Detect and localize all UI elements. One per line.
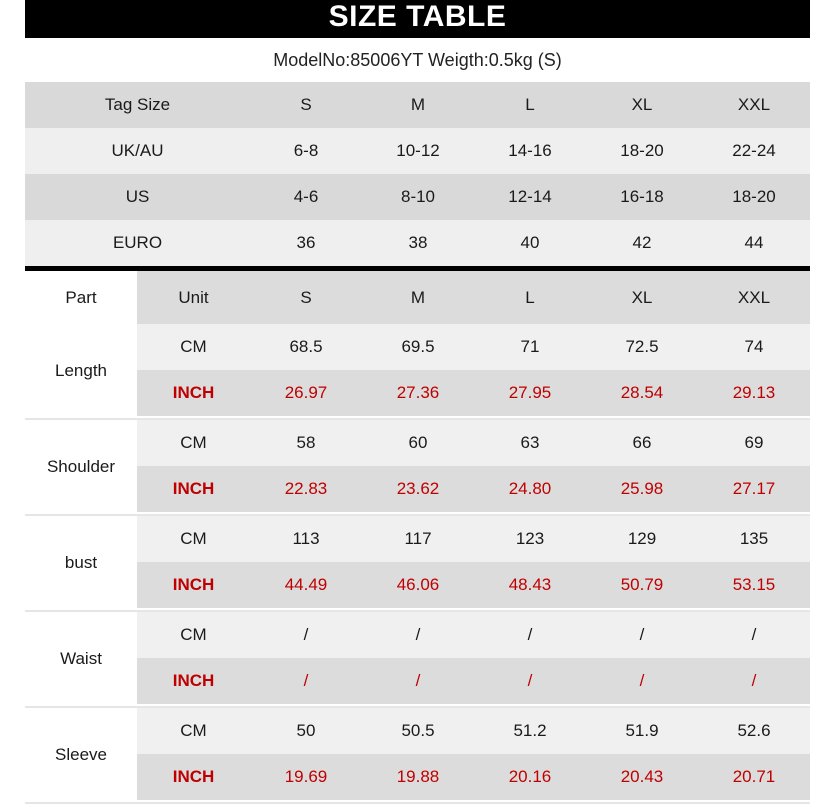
unit-label: CM <box>180 721 207 740</box>
value-cell: 50 <box>296 721 316 740</box>
measurement-table <box>25 324 810 804</box>
size-header: M <box>410 287 426 307</box>
value-cell: / <box>527 671 533 690</box>
value-cell: 27.95 <box>508 383 552 402</box>
unit-label: CM <box>180 433 207 452</box>
cm-row <box>137 708 810 754</box>
value-cell: / <box>415 625 421 644</box>
conversion-row <box>25 174 810 220</box>
cell: L <box>525 95 535 114</box>
cm-row <box>137 612 810 658</box>
value-cell: 50.5 <box>401 721 435 740</box>
value-cell: 50.79 <box>620 575 664 594</box>
row-label: UK/AU <box>111 141 164 160</box>
measurement-group <box>25 708 810 804</box>
value-cell: / <box>303 625 309 644</box>
value-cell: 60 <box>408 433 428 452</box>
value-cell: 66 <box>632 433 652 452</box>
value-cell: / <box>751 625 757 644</box>
inch-row <box>137 658 810 704</box>
cell: 10-12 <box>396 141 440 160</box>
cell: 18-20 <box>732 187 776 206</box>
value-cell: 72.5 <box>625 337 659 356</box>
inch-row <box>137 466 810 512</box>
value-cell: / <box>527 625 533 644</box>
table-title: SIZE TABLE <box>25 0 810 38</box>
cm-row <box>137 324 810 370</box>
value-cell: / <box>639 671 645 690</box>
value-cell: 27.17 <box>732 479 776 498</box>
conversion-row <box>25 82 810 128</box>
cell: XXL <box>737 95 771 114</box>
size-header: XXL <box>737 287 771 307</box>
part-label: Length <box>25 324 137 418</box>
value-cell: 27.36 <box>396 383 440 402</box>
cell: 8-10 <box>400 187 436 206</box>
value-cell: 58 <box>296 433 316 452</box>
value-cell: 69 <box>744 433 764 452</box>
cm-row <box>137 516 810 562</box>
value-cell: 20.16 <box>508 767 552 786</box>
unit-label: CM <box>180 529 207 548</box>
part-label: Sleeve <box>25 708 137 802</box>
value-cell: 28.54 <box>620 383 664 402</box>
value-cell: 46.06 <box>396 575 440 594</box>
measurement-group <box>25 420 810 516</box>
cell: XL <box>631 95 653 114</box>
inch-row <box>137 562 810 608</box>
cell: S <box>300 95 312 114</box>
value-cell: / <box>751 671 757 690</box>
unit-label: INCH <box>172 767 215 786</box>
size-conversion-table <box>25 82 810 266</box>
size-header: L <box>525 287 535 307</box>
conversion-row <box>25 128 810 174</box>
size-header: S <box>300 287 312 307</box>
value-cell: 74 <box>744 337 764 356</box>
unit-label: INCH <box>172 383 215 402</box>
value-cell: 53.15 <box>732 575 776 594</box>
unit-label: INCH <box>172 575 215 594</box>
value-cell: 135 <box>739 529 769 548</box>
size-table <box>25 0 810 804</box>
value-cell: / <box>303 671 309 690</box>
part-label: bust <box>25 516 137 610</box>
value-cell: 29.13 <box>732 383 776 402</box>
value-cell: 19.88 <box>396 767 440 786</box>
value-cell: 68.5 <box>289 337 323 356</box>
value-cell: 113 <box>292 529 320 548</box>
value-cell: 48.43 <box>508 575 552 594</box>
row-label: Tag Size <box>104 95 171 114</box>
cm-row <box>137 420 810 466</box>
cell: 16-18 <box>620 187 664 206</box>
cell: 4-6 <box>293 187 319 206</box>
value-cell: 22.83 <box>284 479 328 498</box>
measurement-group <box>25 324 810 420</box>
value-cell: 51.2 <box>513 721 547 740</box>
inch-row <box>137 754 810 800</box>
cell: 44 <box>744 233 764 252</box>
value-cell: 52.6 <box>737 721 771 740</box>
unit-label: CM <box>180 337 207 356</box>
value-cell: 123 <box>515 529 545 548</box>
model-info: ModelNo:85006YT Weigth:0.5kg (S) <box>273 50 562 70</box>
unit-label: INCH <box>172 671 215 690</box>
value-cell: / <box>639 625 645 644</box>
unit-label: INCH <box>172 479 215 498</box>
measurement-group <box>25 612 810 708</box>
inch-row <box>137 370 810 416</box>
cell: 38 <box>408 233 428 252</box>
value-cell: / <box>415 671 421 690</box>
value-cell: 71 <box>520 337 540 356</box>
cell: M <box>410 95 426 114</box>
conversion-row <box>25 220 810 266</box>
value-cell: 23.62 <box>396 479 440 498</box>
value-cell: 69.5 <box>401 337 435 356</box>
value-cell: 51.9 <box>625 721 659 740</box>
part-label: Waist <box>25 612 137 706</box>
cell: 14-16 <box>508 141 552 160</box>
value-cell: 129 <box>627 529 657 548</box>
cell: 36 <box>296 233 316 252</box>
value-cell: 20.43 <box>620 767 664 786</box>
unit-label: CM <box>180 625 207 644</box>
value-cell: 20.71 <box>732 767 776 786</box>
cell: 6-8 <box>293 141 319 160</box>
cell: 22-24 <box>732 141 776 160</box>
measurement-header <box>25 271 810 324</box>
value-cell: 44.49 <box>284 575 328 594</box>
cell: 12-14 <box>508 187 552 206</box>
value-cell: 26.97 <box>284 383 328 402</box>
value-cell: 63 <box>520 433 540 452</box>
unit-header: Unit <box>178 287 209 307</box>
value-cell: 117 <box>404 529 432 548</box>
cell: 40 <box>520 233 540 252</box>
cell: 18-20 <box>620 141 664 160</box>
size-header: XL <box>631 287 653 307</box>
row-label: US <box>125 187 150 206</box>
part-label: Shoulder <box>25 420 137 514</box>
measurement-group <box>25 516 810 612</box>
part-header: Part <box>25 288 137 308</box>
cell: 42 <box>632 233 652 252</box>
value-cell: 24.80 <box>508 479 552 498</box>
value-cell: 19.69 <box>284 767 328 786</box>
row-label: EURO <box>112 233 163 252</box>
value-cell: 25.98 <box>620 479 664 498</box>
